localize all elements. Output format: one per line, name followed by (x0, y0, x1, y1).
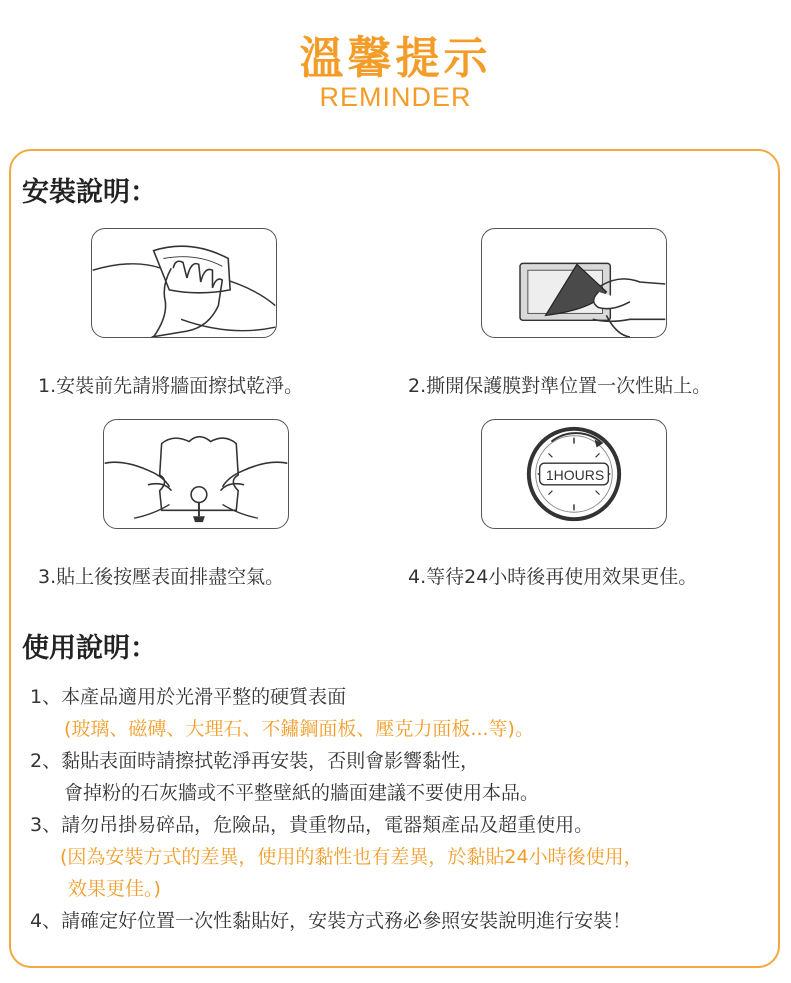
install-section-title: 安裝說明： (22, 177, 157, 208)
usage-list (30, 681, 770, 937)
press-hook-icon (103, 419, 289, 529)
step-2-caption: 2.撕開保護膜對準位置一次性貼上。 (408, 375, 712, 397)
page-subtitle: REMINDER (319, 82, 472, 112)
step-3-caption: 3.貼上後按壓表面排盡空氣。 (38, 566, 285, 588)
clock-label: 1HOURS (545, 467, 605, 483)
step-1-caption: 1.安裝前先請將牆面擦拭乾淨。 (38, 375, 304, 397)
step-4-caption: 4.等待24小時後再使用效果更佳。 (408, 566, 698, 588)
usage-section-title: 使用說明： (22, 633, 157, 664)
usage-line-4: 4、請確定好位置一次性黏貼好，安裝方式務必參照安裝說明進行安裝！ (30, 910, 632, 932)
usage-line-3-note: (因為安裝方式的差異，使用的黏性也有差異，於黏貼24小時後使用， (60, 846, 643, 868)
wipe-wall-icon (91, 228, 277, 338)
usage-line-1: 1、本產品適用於光滑平整的硬質表面 (30, 686, 347, 708)
usage-line-1-note: (玻璃、磁磚、大理石、不鏽鋼面板、壓克力面板...等)。 (64, 718, 534, 740)
usage-line-3-note-cont: 效果更佳。) (68, 878, 161, 900)
usage-line-3: 3、請勿吊掛易碎品，危險品，貴重物品，電器類產品及超重使用。 (30, 814, 594, 836)
page-title: 溫馨提示 (299, 33, 492, 84)
usage-line-2-cont: 會掉粉的石灰牆或不平整壁紙的牆面建議不要使用本品。 (64, 782, 540, 804)
usage-line-2: 2、黏貼表面時請擦拭乾淨再安裝，否則會影響黏性， (30, 750, 480, 772)
clock-icon (481, 419, 667, 529)
peel-film-icon (481, 228, 667, 338)
